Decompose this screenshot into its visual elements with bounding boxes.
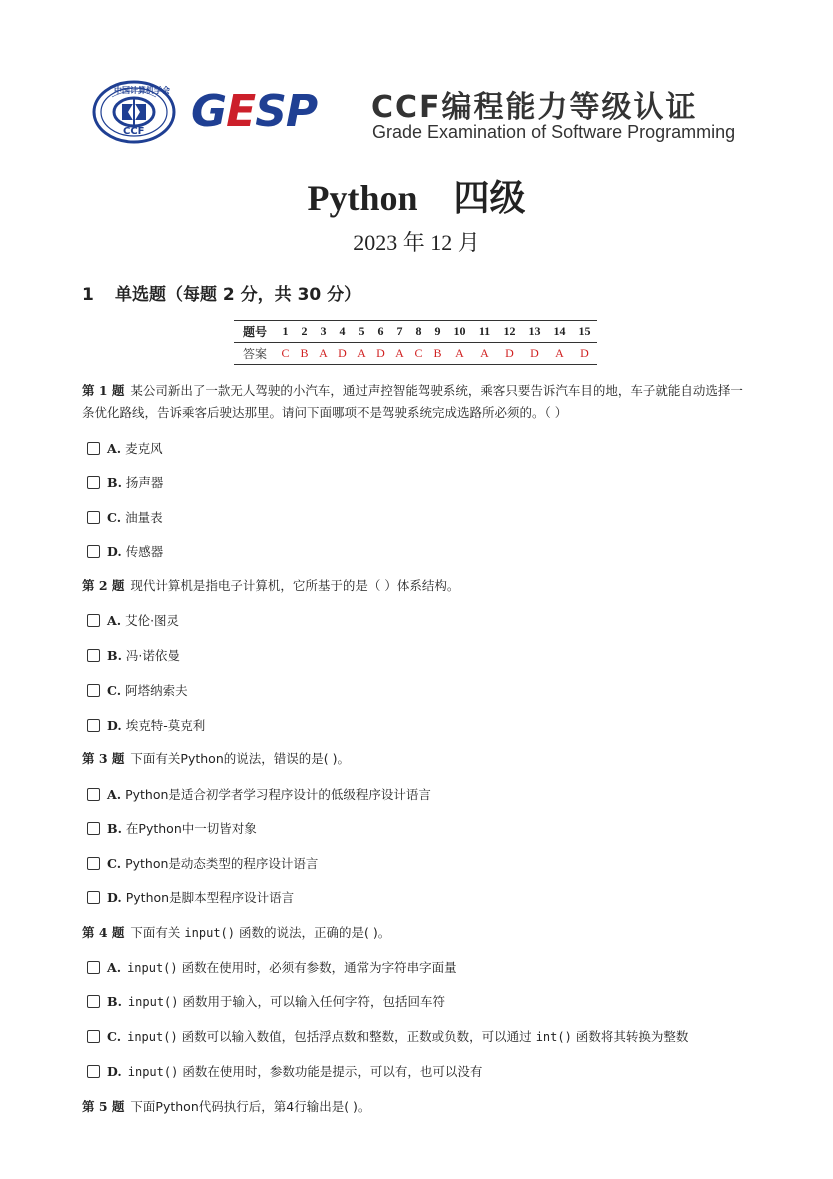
option-text: 油量表 bbox=[125, 510, 163, 525]
question-4-text-post: 函数的说法，正确的是( )。 bbox=[239, 925, 391, 940]
question-4-option-c[interactable] bbox=[87, 1028, 688, 1046]
answer-table-num: 13 bbox=[522, 321, 547, 343]
brand-title-en: Grade Examination of Software Programming bbox=[372, 122, 736, 142]
exam-header bbox=[92, 80, 752, 150]
option-label: B. bbox=[107, 994, 122, 1009]
question-5-stem bbox=[82, 1096, 752, 1118]
option-label: D. bbox=[107, 718, 122, 733]
question-1-stem bbox=[82, 380, 752, 424]
option-text: Python是脚本型程序设计语言 bbox=[125, 890, 295, 905]
answer-table-num: 4 bbox=[333, 321, 352, 343]
answer-table-answer: C bbox=[276, 343, 295, 365]
answer-table-answer: D bbox=[371, 343, 390, 365]
question-3-stem bbox=[82, 748, 752, 770]
answer-table-answer: C bbox=[409, 343, 428, 365]
answer-table-answer: D bbox=[572, 343, 597, 365]
answer-table-answer: A bbox=[547, 343, 572, 365]
answer-table-num: 7 bbox=[390, 321, 409, 343]
question-4-number: 第 4 题 bbox=[82, 925, 125, 940]
checkbox-icon[interactable] bbox=[87, 995, 100, 1008]
answer-table-num: 2 bbox=[295, 321, 314, 343]
option-label: B. bbox=[107, 475, 122, 490]
option-text: 艾伦·图灵 bbox=[125, 613, 180, 628]
option-label: D. bbox=[107, 890, 122, 905]
exam-title bbox=[0, 170, 833, 221]
answer-table-answer-label: 答案 bbox=[234, 343, 276, 365]
checkbox-icon[interactable] bbox=[87, 857, 100, 870]
option-label: D. bbox=[107, 544, 122, 559]
answer-table-answer: D bbox=[522, 343, 547, 365]
gesp-logo-letter: G bbox=[191, 86, 227, 137]
answer-table-num: 10 bbox=[447, 321, 472, 343]
answer-key-table bbox=[234, 320, 597, 365]
question-1-option-d[interactable] bbox=[87, 543, 163, 561]
answer-table-answer: A bbox=[352, 343, 371, 365]
checkbox-icon[interactable] bbox=[87, 476, 100, 489]
exam-title-lang: Python bbox=[307, 178, 418, 218]
answer-table-num: 5 bbox=[352, 321, 371, 343]
question-5-text: 下面Python代码执行后，第4行输出是( )。 bbox=[130, 1099, 371, 1114]
option-label: C. bbox=[107, 1029, 122, 1044]
gesp-logo-letter: E bbox=[226, 86, 256, 137]
option-code: input() bbox=[127, 961, 178, 975]
option-label: A. bbox=[107, 787, 122, 802]
question-2-text: 现代计算机是指电子计算机，它所基于的是（ ）体系结构。 bbox=[130, 578, 460, 593]
answer-table-answer: A bbox=[472, 343, 497, 365]
question-2-option-a[interactable] bbox=[87, 612, 179, 630]
option-text: Python是适合初学者学习程序设计的低级程序设计语言 bbox=[125, 787, 431, 802]
checkbox-icon[interactable] bbox=[87, 511, 100, 524]
section-number: 1 bbox=[82, 285, 94, 305]
answer-table-answer: B bbox=[295, 343, 314, 365]
question-4-text-pre: 下面有关 bbox=[130, 925, 181, 940]
question-1-option-b[interactable] bbox=[87, 474, 163, 492]
checkbox-icon[interactable] bbox=[87, 684, 100, 697]
answer-table-answer: B bbox=[428, 343, 447, 365]
question-4-code: input() bbox=[184, 926, 235, 940]
answer-table-num: 9 bbox=[428, 321, 447, 343]
option-text: 函数用于输入，可以输入任何字符，包括回车符 bbox=[182, 994, 446, 1009]
answer-table-answer: D bbox=[333, 343, 352, 365]
option-text: 冯·诺依曼 bbox=[125, 648, 180, 663]
question-1-number: 第 1 题 bbox=[82, 383, 125, 398]
brand-title-zh: CCF编程能力等级认证 bbox=[371, 90, 698, 125]
option-text: 传感器 bbox=[125, 544, 164, 559]
answer-table-answer: A bbox=[390, 343, 409, 365]
checkbox-icon[interactable] bbox=[87, 719, 100, 732]
option-text: 函数可以输入数值，包括浮点数和整数，正数或负数，可以通过 bbox=[181, 1029, 532, 1044]
answer-table-num: 15 bbox=[572, 321, 597, 343]
answer-table-num: 3 bbox=[314, 321, 333, 343]
answer-table-header-row bbox=[234, 321, 597, 343]
question-4-option-d[interactable] bbox=[87, 1063, 482, 1081]
answer-table-num: 6 bbox=[371, 321, 390, 343]
checkbox-icon[interactable] bbox=[87, 1030, 100, 1043]
option-text: 在Python中一切皆对象 bbox=[125, 821, 257, 836]
question-3-text: 下面有关Python的说法，错误的是( )。 bbox=[130, 751, 350, 766]
option-label: B. bbox=[107, 821, 122, 836]
option-text: 扬声器 bbox=[125, 475, 164, 490]
question-3-option-a[interactable] bbox=[87, 786, 431, 804]
checkbox-icon[interactable] bbox=[87, 649, 100, 662]
answer-table-answer: A bbox=[314, 343, 333, 365]
section-label: 单选题（每题 2 分，共 30 分） bbox=[115, 285, 362, 305]
answer-table-num: 8 bbox=[409, 321, 428, 343]
answer-table-num: 11 bbox=[472, 321, 497, 343]
question-3-option-c[interactable] bbox=[87, 855, 318, 873]
gesp-logo-letter: P bbox=[285, 86, 318, 137]
option-text: 阿塔纳索夫 bbox=[125, 683, 188, 698]
seal-text-bottom: CCF bbox=[123, 126, 145, 137]
exam-title-level: 四级 bbox=[453, 178, 526, 218]
gesp-logo-letter: S bbox=[255, 86, 286, 137]
option-text: 埃克特-莫克利 bbox=[125, 718, 206, 733]
option-label: B. bbox=[107, 648, 122, 663]
question-2-number: 第 2 题 bbox=[82, 578, 125, 593]
answer-table-num: 1 bbox=[276, 321, 295, 343]
option-text: 函数在使用时，必须有参数，通常为字符串字面量 bbox=[181, 960, 457, 975]
option-text: Python是动态类型的程序设计语言 bbox=[125, 856, 319, 871]
checkbox-icon[interactable] bbox=[87, 1065, 100, 1078]
question-3-option-d[interactable] bbox=[87, 889, 294, 907]
question-3-option-b[interactable] bbox=[87, 820, 257, 838]
checkbox-icon[interactable] bbox=[87, 822, 100, 835]
gesp-logo bbox=[191, 86, 318, 137]
question-2-option-c[interactable] bbox=[87, 682, 188, 700]
option-code: input() bbox=[127, 1065, 179, 1079]
question-2-stem bbox=[82, 575, 752, 597]
answer-table-num: 14 bbox=[547, 321, 572, 343]
answer-table-header-label: 题号 bbox=[234, 321, 276, 343]
option-label: D. bbox=[107, 1064, 122, 1079]
question-2-option-d[interactable] bbox=[87, 717, 205, 735]
option-label: A. bbox=[107, 960, 122, 975]
question-1-text: 某公司新出了一款无人驾驶的小汽车，通过声控智能驾驶系统，乘客只要告诉汽车目的地，车子就能自动选择一条优化路线，告诉乘客后驶达那里。请问下面哪项不是驾驶系统完成选路所必须的。（ ） bbox=[82, 383, 743, 420]
answer-table-answer: D bbox=[497, 343, 522, 365]
question-5-number: 第 5 题 bbox=[82, 1099, 125, 1114]
checkbox-icon[interactable] bbox=[87, 788, 100, 801]
option-label: A. bbox=[107, 613, 122, 628]
option-label: C. bbox=[107, 510, 122, 525]
seal-text-top: 中国计算机学会 bbox=[114, 86, 170, 95]
checkbox-icon[interactable] bbox=[87, 545, 100, 558]
checkbox-icon[interactable] bbox=[87, 442, 100, 455]
option-text: 函数在使用时，参数功能是提示，可以有，也可以没有 bbox=[182, 1064, 483, 1079]
checkbox-icon[interactable] bbox=[87, 891, 100, 904]
question-4-stem bbox=[82, 922, 752, 944]
question-4-option-a[interactable] bbox=[87, 959, 457, 977]
checkbox-icon[interactable] bbox=[87, 961, 100, 974]
question-3-number: 第 3 题 bbox=[82, 751, 125, 766]
option-text: 麦克风 bbox=[125, 441, 163, 456]
answer-table-answer: A bbox=[447, 343, 472, 365]
question-4-option-b[interactable] bbox=[87, 993, 445, 1011]
option-code: int() bbox=[535, 1030, 572, 1044]
answer-table-answer-row bbox=[234, 343, 597, 365]
option-label: A. bbox=[107, 441, 122, 456]
exam-date: 2023 年 12 月 bbox=[353, 230, 480, 255]
option-code: input() bbox=[127, 995, 179, 1009]
option-text: 函数将其转换为整数 bbox=[575, 1029, 689, 1044]
answer-table-num: 12 bbox=[497, 321, 522, 343]
checkbox-icon[interactable] bbox=[87, 614, 100, 627]
question-2-option-b[interactable] bbox=[87, 647, 180, 665]
option-label: C. bbox=[107, 683, 122, 698]
option-label: C. bbox=[107, 856, 122, 871]
option-code: input() bbox=[127, 1030, 178, 1044]
question-1-option-c[interactable] bbox=[87, 509, 163, 527]
question-1-option-a[interactable] bbox=[87, 440, 163, 458]
section-heading bbox=[82, 280, 361, 305]
